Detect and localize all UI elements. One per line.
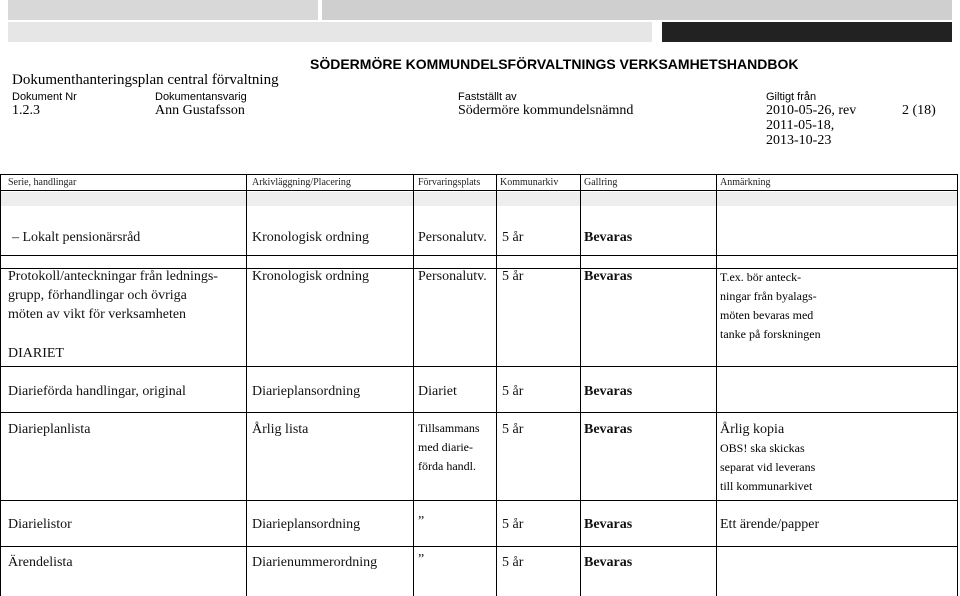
r3-arkiv: 5 år xyxy=(502,384,524,399)
doc-title: Dokumenthanteringsplan central förvaltning xyxy=(12,72,279,88)
sub-bar-light xyxy=(8,22,652,42)
r2-anm-line-4: tanke på forskningen xyxy=(720,327,821,341)
colhead-anm: Anmärkning xyxy=(720,177,771,188)
row-line-5 xyxy=(0,500,958,501)
approved-by-label: Fastställt av xyxy=(458,91,517,103)
r2-serie-line-3: möten av vikt för verksamheten xyxy=(8,307,187,322)
row-line-3 xyxy=(0,366,958,367)
r2-anm-line-2: ningar från byalags- xyxy=(720,289,817,303)
r4-arkiv: 5 år xyxy=(502,422,524,437)
colhead-gallring: Gallring xyxy=(584,177,618,188)
r3-placering: Diarieplansordning xyxy=(252,384,361,399)
r1-arkiv: 5 år xyxy=(502,230,524,245)
top-bar-light xyxy=(8,0,318,20)
r5-plats: ” xyxy=(418,514,425,529)
r6-plats: ” xyxy=(418,552,425,567)
r3-gallring: Bevaras xyxy=(584,384,633,399)
r4-serie: Diarieplanlista xyxy=(8,422,91,437)
r4-gallring: Bevaras xyxy=(584,422,633,437)
valid-from-line-3: 2013-10-23 xyxy=(766,133,832,148)
r2-serie-line-1: Protokoll/anteckningar från lednings- xyxy=(8,269,218,284)
r1-serie: – Lokalt pensionärsråd xyxy=(12,230,141,245)
responsible-value: Ann Gustafsson xyxy=(155,103,245,118)
r1-plats: Personalutv. xyxy=(418,230,487,245)
colhead-top-line xyxy=(0,174,958,175)
r2-anm-line-3: möten bevaras med xyxy=(720,308,814,322)
colhead-bottom-line xyxy=(0,190,958,191)
r5-serie: Diarielistor xyxy=(8,517,72,532)
r2-anm-line-1: T.ex. bör anteck- xyxy=(720,270,802,284)
r5-placering: Diarieplansordning xyxy=(252,517,361,532)
section-diariet: DIARIET xyxy=(8,346,64,361)
grey-band xyxy=(0,192,958,206)
border-col4 xyxy=(580,174,581,596)
org-title: SÖDERMÖRE KOMMUNDELSFÖRVALTNINGS VERKSAMHETSHANDBOK xyxy=(310,56,799,72)
page-number: 2 (18) xyxy=(902,103,936,118)
r5-arkiv: 5 år xyxy=(502,517,524,532)
r4-anm-line-4: till kommunarkivet xyxy=(720,479,813,493)
row-line-6 xyxy=(0,546,958,547)
r4-placering: Årlig lista xyxy=(252,422,309,437)
r1-gallring: Bevaras xyxy=(584,230,633,245)
r4-anm-line-1: Årlig kopia xyxy=(720,422,785,437)
row-line-1 xyxy=(0,255,958,256)
border-col5 xyxy=(716,174,717,596)
valid-from-line-2: 2011-05-18, xyxy=(766,118,835,133)
sub-bar-dark xyxy=(662,22,952,42)
row-line-4 xyxy=(0,412,958,413)
valid-from-line-1: 2010-05-26, rev xyxy=(766,103,857,118)
r5-anm: Ett ärende/papper xyxy=(720,517,820,532)
responsible-label: Dokumentansvarig xyxy=(155,91,247,103)
colhead-serie: Serie, handlingar xyxy=(8,177,77,188)
r3-plats: Diariet xyxy=(418,384,457,399)
r2-arkiv: 5 år xyxy=(502,269,524,284)
border-col1 xyxy=(246,174,247,596)
r2-gallring: Bevaras xyxy=(584,269,633,284)
doc-nr-label: Dokument Nr xyxy=(12,91,77,103)
top-bar-light-2 xyxy=(322,0,952,20)
r2-plats: Personalutv. xyxy=(418,269,487,284)
border-right xyxy=(957,174,958,596)
doc-nr-value: 1.2.3 xyxy=(12,103,40,118)
r6-gallring: Bevaras xyxy=(584,555,633,570)
r6-serie: Ärendelista xyxy=(8,555,73,570)
r1-placering: Kronologisk ordning xyxy=(252,230,370,245)
r4-plats-line-2: med diarie- xyxy=(418,440,473,454)
r2-placering: Kronologisk ordning xyxy=(252,269,370,284)
border-col2 xyxy=(413,174,414,596)
r3-serie: Diarieförda handlingar, original xyxy=(8,384,186,399)
colhead-plats: Förvaringsplats xyxy=(418,177,481,188)
colhead-placering: Arkivläggning/Placering xyxy=(252,177,351,188)
r5-gallring: Bevaras xyxy=(584,517,633,532)
r2-serie-line-2: grupp, förhandlingar och övriga xyxy=(8,288,187,303)
border-left xyxy=(0,174,1,596)
r4-plats-line-1: Tillsammans xyxy=(418,421,480,435)
r4-anm-line-2: OBS! ska skickas xyxy=(720,441,805,455)
r4-plats-line-3: förda handl. xyxy=(418,459,476,473)
r4-anm-line-3: separat vid leverans xyxy=(720,460,816,474)
colhead-arkiv: Kommunarkiv xyxy=(500,177,559,188)
approved-by-value: Södermöre kommundelsnämnd xyxy=(458,103,634,118)
r6-arkiv: 5 år xyxy=(502,555,524,570)
r6-placering: Diarienummerordning xyxy=(252,555,378,570)
border-col3 xyxy=(496,174,497,596)
valid-from-label: Giltigt från xyxy=(766,91,817,103)
